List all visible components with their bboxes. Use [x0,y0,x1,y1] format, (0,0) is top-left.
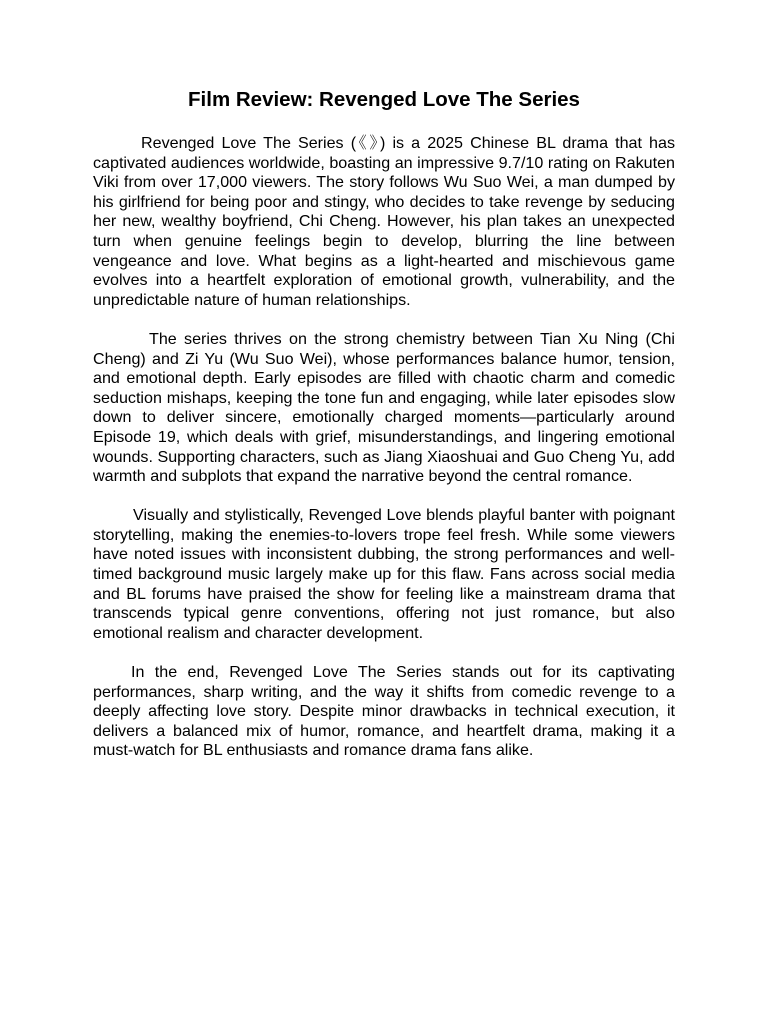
paragraph-style: Visually and stylistically, Revenged Love blends playful banter with poignant storytelling, making the enemies-to-lovers trope feel fresh. While some viewers have noted issues with inconsistent dubbing, the strong performances and well-timed background music largely make up for this flaw. Fans across social media and BL forums have praised the show for feeling like a mainstream drama that transcends typical genre conventions, offering not just romance, but also emotional realism and character development. [93,506,675,642]
review-body [93,134,675,781]
paragraph-performances: The series thrives on the strong chemistry between Tian Xu Ning (Chi Cheng) and Zi Yu (Wu Suo Wei), whose performances balance humor, tension, and emotional depth. Early episodes are filled with chaotic charm and comedic seduction mishaps, keeping the tone fun and engaging, while later episodes slow down to deliver sincere, emotionally charged moments—particularly around Episode 19, which deals with grief, misunderstandings, and lingering emotional wounds. Supporting characters, such as Jiang Xiaoshuai and Guo Cheng Yu, add warmth and subplots that expand the narrative beyond the central romance. [93,329,675,486]
page-title: Film Review: Revenged Love The Series [188,88,580,111]
paragraph-intro: Revenged Love The Series (《》) is a 2025 Chinese BL drama that has captivated audiences worldwide, boasting an impressive 9.7/10 rating on Rakuten Viki from over 17,000 viewers. The story follows Wu Suo Wei, a man dumped by his girlfriend for being poor and stingy, who decides to take revenge by seducing her new, wealthy boyfriend, Chi Cheng. However, his plan takes an unexpected turn when genuine feelings begin to develop, blurring the line between vengeance and love. What begins as a light-hearted and mischievous game evolves into a heartfelt exploration of emotional growth, vulnerability, and the unpredictable nature of human relationships. [93,134,675,309]
paragraph-conclusion: In the end, Revenged Love The Series stands out for its captivating performances, sharp writing, and the way it shifts from comedic revenge to a deeply affecting love story. Despite minor drawbacks in technical execution, it delivers a balanced mix of humor, romance, and heartfelt drama, making it a must-watch for BL enthusiasts and romance drama fans alike. [93,663,675,760]
